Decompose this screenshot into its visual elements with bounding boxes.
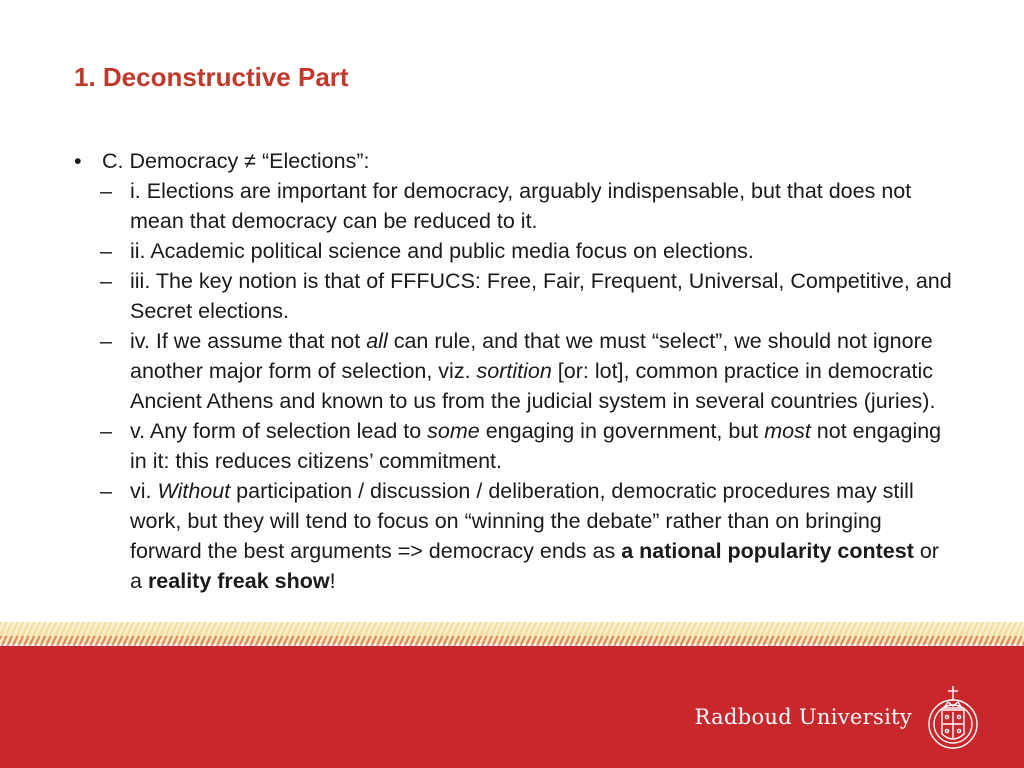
footer-bar xyxy=(0,646,1024,768)
sub-item-text: [or: lot], common practice in democratic Ancient Athens and known to us from the judicial system in several countries (juries). xyxy=(130,359,936,413)
sub-item-marker: – xyxy=(100,329,112,353)
sub-item-text: vi. xyxy=(130,479,158,503)
sub-list xyxy=(74,176,974,596)
emphasis-bold: reality freak show xyxy=(147,569,330,593)
emphasis-italic: some xyxy=(427,419,480,443)
sub-item-text: iii. The key notion is that of FFFUCS: Free, Fair, Frequent, Universal, Competitive, and Secret elections. xyxy=(130,269,952,323)
sub-item xyxy=(74,266,974,326)
decorative-band-red xyxy=(0,636,1024,646)
sub-item xyxy=(74,326,974,416)
sub-item-text: or a xyxy=(130,539,939,593)
university-logo-text: Radboud University xyxy=(694,705,912,729)
slide-title: 1. Deconstructive Part xyxy=(74,62,349,92)
emphasis-italic: most xyxy=(764,419,811,443)
sub-item-marker: – xyxy=(100,179,112,203)
emphasis-bold: a national popularity contest xyxy=(621,539,914,563)
bullet-marker: • xyxy=(74,149,82,173)
sub-item xyxy=(74,176,974,236)
sub-item-text: i. Elections are important for democracy, arguably indispensable, but that does not mean that democracy can be reduced to it. xyxy=(130,179,912,233)
bullet-label: C. Democracy ≠ “Elections”: xyxy=(102,149,370,173)
sub-item-marker: – xyxy=(100,419,112,443)
sub-item-marker: – xyxy=(100,269,112,293)
sub-item xyxy=(74,416,974,476)
sub-item-text: v. Any form of selection lead to xyxy=(130,419,428,443)
emphasis-italic: Without xyxy=(157,479,231,503)
emphasis-italic: sortition xyxy=(476,359,552,383)
sub-item xyxy=(74,476,974,596)
sub-item-text: engaging in government, but xyxy=(479,419,765,443)
slide-content xyxy=(74,146,974,596)
university-seal-icon xyxy=(924,682,982,754)
sub-item-text: can rule, and that we must “select”, we should not ignore another major form of selection, viz. xyxy=(130,329,933,383)
emphasis-italic: all xyxy=(366,329,388,353)
sub-item xyxy=(74,236,974,266)
sub-item-marker: – xyxy=(100,479,112,503)
sub-item-marker: – xyxy=(100,239,112,263)
sub-item-text: ! xyxy=(329,569,336,593)
sub-item-text: not engaging in it: this reduces citizens’ commitment. xyxy=(130,419,942,473)
sub-item-text: participation / discussion / deliberation, democratic procedures may still work, but they will tend to focus on “winning the debate” rather than on bringing forward the best arguments => democracy ends as xyxy=(130,479,914,563)
sub-item-text: ii. Academic political science and public media focus on elections. xyxy=(130,239,754,263)
sub-item-text: iv. If we assume that not xyxy=(130,329,367,353)
bullet-item xyxy=(74,146,974,176)
